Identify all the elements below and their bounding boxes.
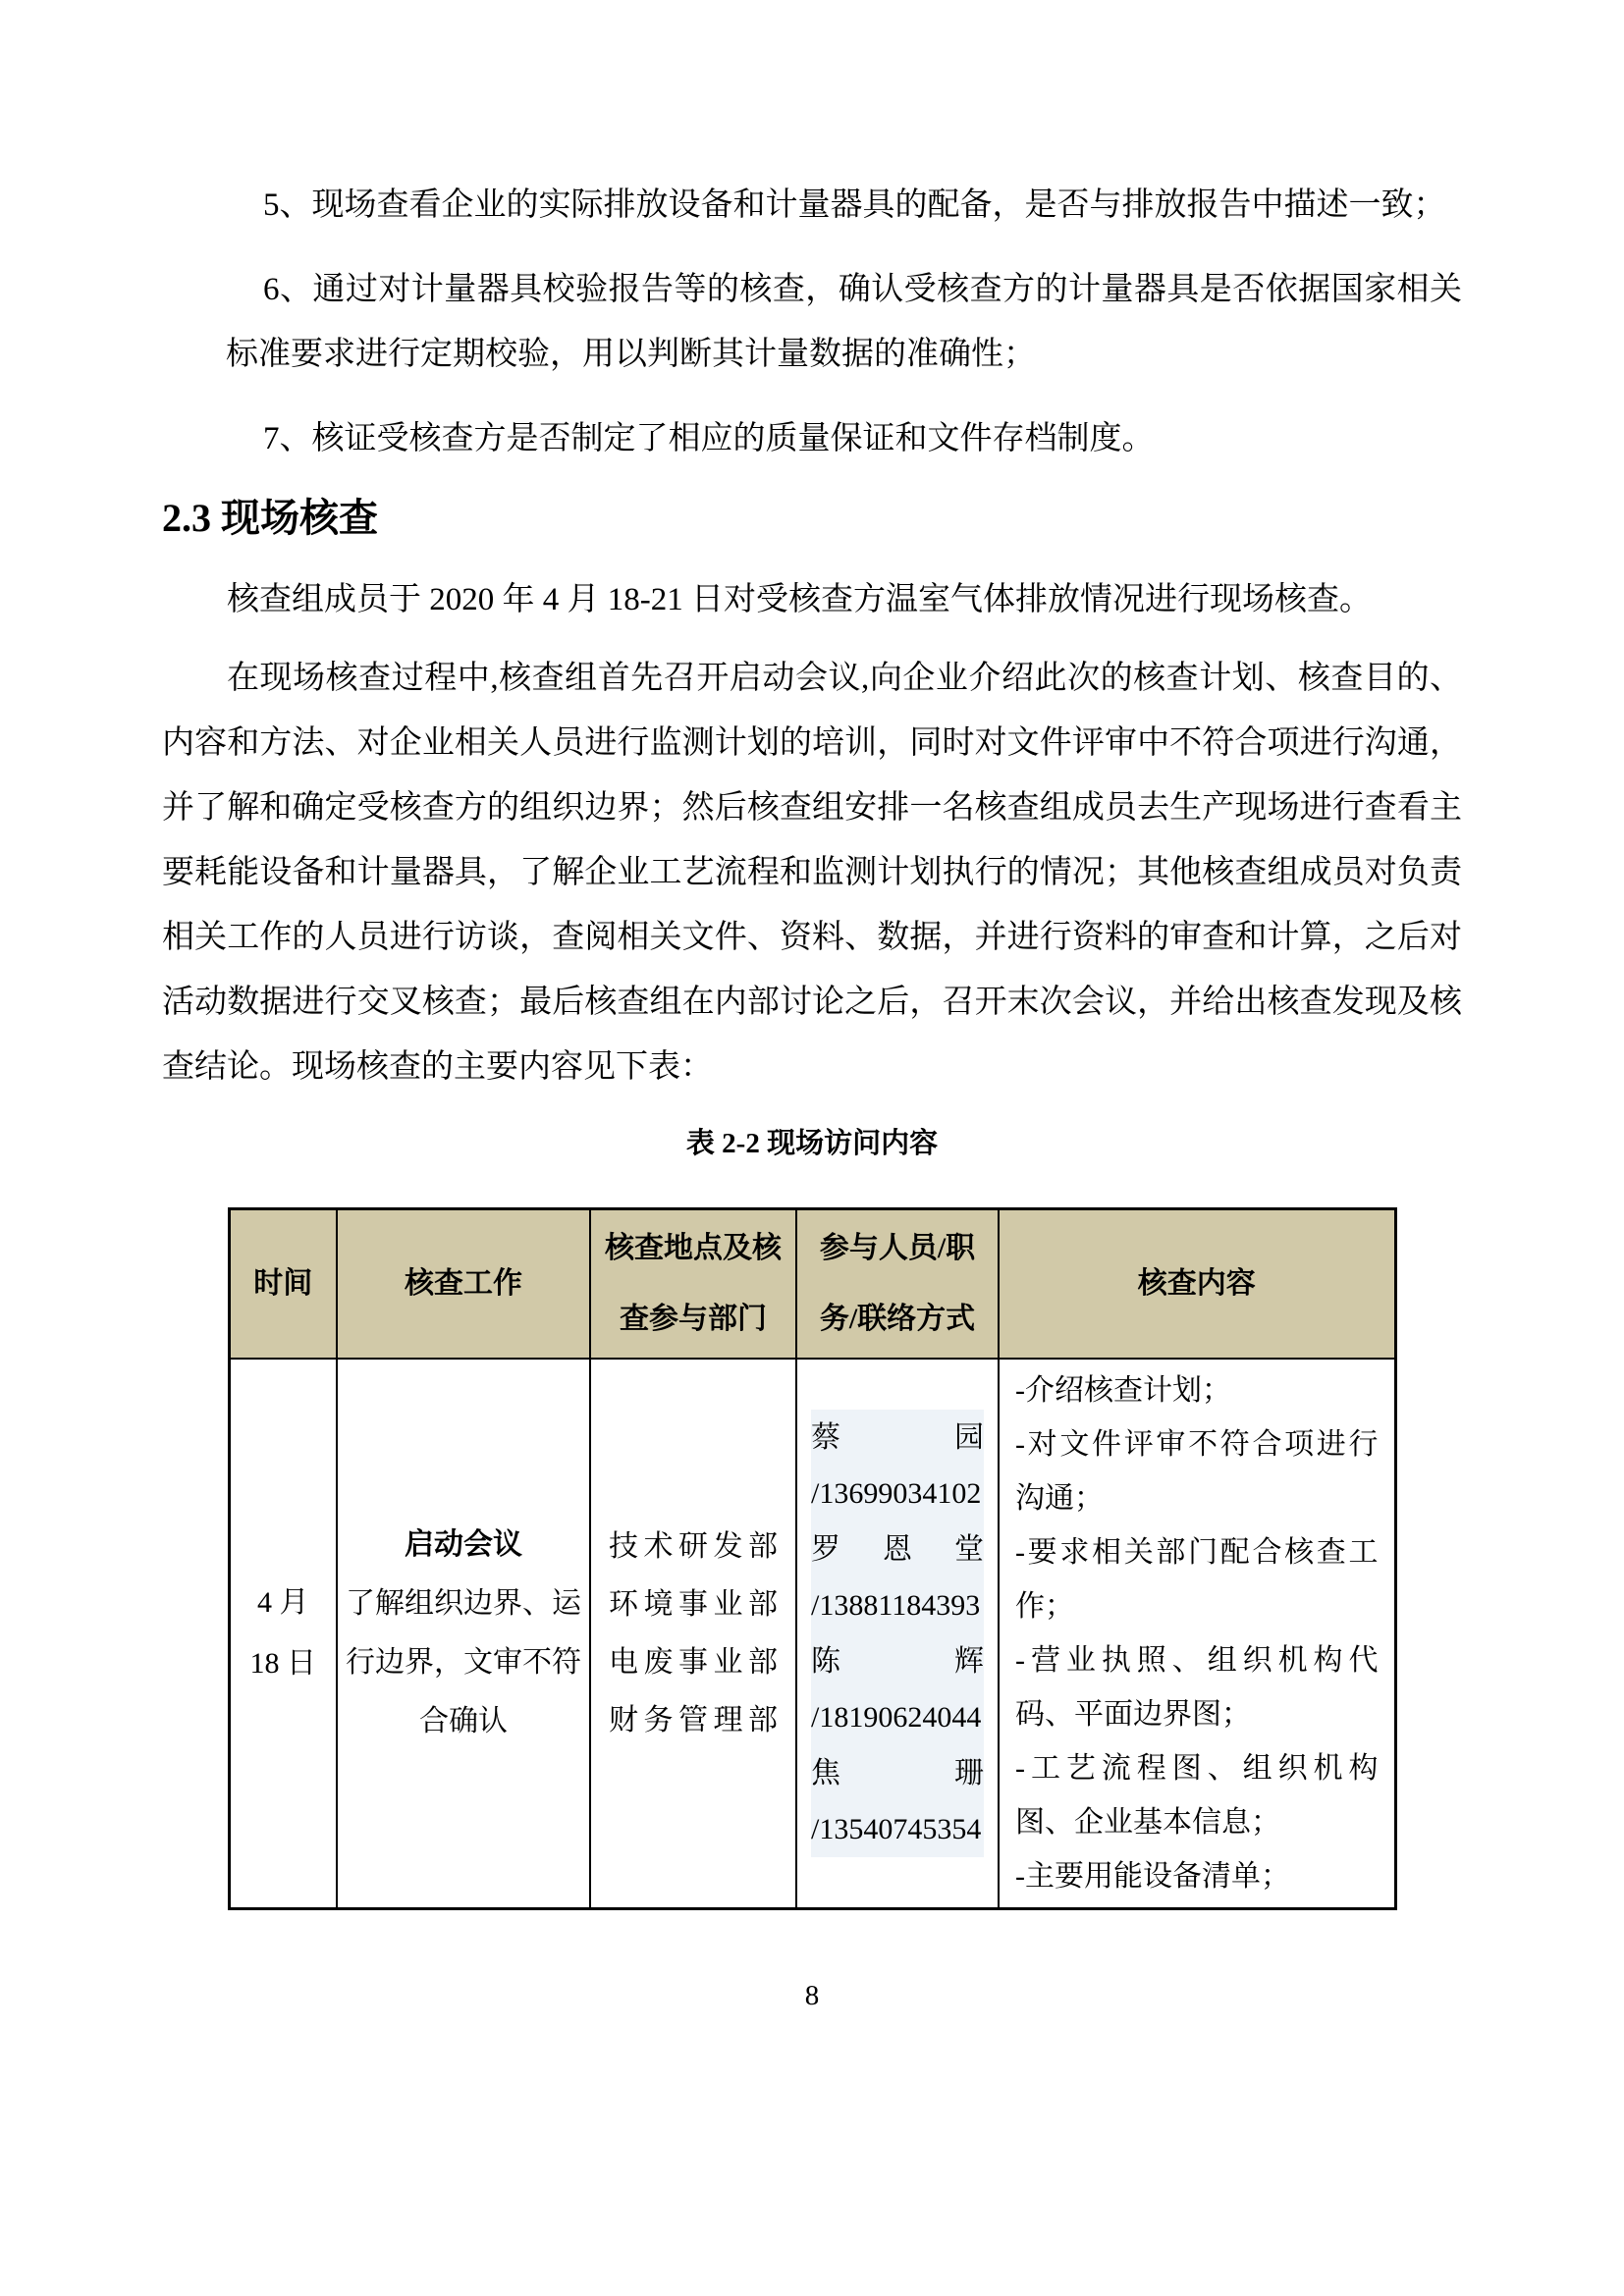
cell-participants: [796, 1359, 999, 1909]
cell-verification-work: [337, 1359, 590, 1909]
time-line: 18 日: [249, 1646, 316, 1680]
department-name: 电 废 事 业 部: [609, 1645, 778, 1679]
content-item: -对文件评审不符合项进行沟通；: [1015, 1427, 1379, 1515]
time-line: 4 月: [257, 1585, 309, 1619]
content-item: -介绍核查计划；: [1015, 1373, 1231, 1407]
participant-name: 陈 辉: [811, 1633, 984, 1689]
content-item: -主要用能设备清单；: [1015, 1859, 1290, 1893]
department-name: 财 务 管 理 部: [609, 1703, 778, 1736]
list-item-5: 5、现场查看企业的实际排放设备和计量器具的配备，是否与排放报告中描述一致；: [263, 187, 1446, 223]
header-verification-work: 核查工作: [337, 1209, 590, 1359]
participant-phone: /18190624044: [811, 1689, 984, 1745]
department-name: 环 境 事 业 部: [609, 1587, 778, 1621]
work-description: 了解组织边界、运行边界，文审不符合确认: [346, 1586, 581, 1737]
table-row: [229, 1359, 1395, 1909]
list-item-7: 7、核证受核查方是否制定了相应的质量保证和文件存档制度。: [263, 421, 1155, 456]
work-title: 启动会议: [405, 1527, 522, 1561]
participant: [811, 1410, 984, 1522]
participant-name: 罗 恩 堂: [811, 1522, 984, 1577]
content-item: -工艺流程图、组织机构图、企业基本信息；: [1015, 1751, 1379, 1839]
header-location-departments: 核查地点及核查参与部门: [590, 1209, 796, 1359]
participant: [811, 1745, 984, 1857]
participant: [811, 1522, 984, 1633]
participant-name: 蔡 园: [811, 1410, 984, 1466]
header-time: 时间: [229, 1209, 337, 1359]
cell-time: [229, 1359, 337, 1909]
cell-verification-content: [999, 1359, 1395, 1909]
table-caption: 表 2-2 现场访问内容: [685, 1128, 939, 1159]
participant-name: 焦 珊: [811, 1745, 984, 1801]
table-header-row: [229, 1209, 1395, 1359]
cell-departments: [590, 1359, 796, 1909]
participant-phone: /13881184393: [811, 1577, 984, 1633]
participant-phone: /13540745354: [811, 1801, 984, 1857]
header-participants-contact: 参与人员/职务/联络方式: [796, 1209, 999, 1359]
content-item: -要求相关部门配合核查工作；: [1015, 1535, 1379, 1623]
department-name: 技 术 研 发 部: [609, 1529, 778, 1563]
participant: [811, 1633, 984, 1745]
page-number: 8: [804, 1979, 820, 2011]
paragraph-site-visit-dates: 核查组成员于 2020 年 4 月 18-21 日对受核查方温室气体排放情况进行现场核查。: [227, 582, 1372, 617]
site-visit-table: [228, 1207, 1397, 1910]
paragraph-site-visit-process: 在现场核查过程中,核查组首先召开启动会议,向企业介绍此次的核查计划、核查目的、内容和方法、对企业相关人员进行监测计划的培训，同时对文件评审中不符合项进行沟通，并了解和确定受核查方的组织边界；然后核查组安排一名核查组成员去生产现场进行查看主要耗能设备和计量器具，了解企业工艺流程和监测计划执行的情况；其他核查组成员对负责相关工作的人员进行访谈，查阅相关文件、资料、数据，并进行资料的审查和计算，之后对活动数据进行交叉核查；最后核查组在内部讨论之后，召开末次会议，并给出核查发现及核查结论。现场核查的主要内容见下表：: [162, 661, 1462, 1085]
section-heading-2-3: 2.3 现场核查: [162, 496, 378, 540]
content-item: -营业执照、组织机构代码、平面边界图；: [1015, 1643, 1379, 1731]
list-item-6: 6、通过对计量器具校验报告等的核查，确认受核查方的计量器具是否依据国家相关标准要求进行定期校验，用以判断其计量数据的准确性；: [226, 272, 1462, 372]
header-verification-content: 核查内容: [999, 1209, 1395, 1359]
participant-phone: /13699034102: [811, 1466, 984, 1522]
